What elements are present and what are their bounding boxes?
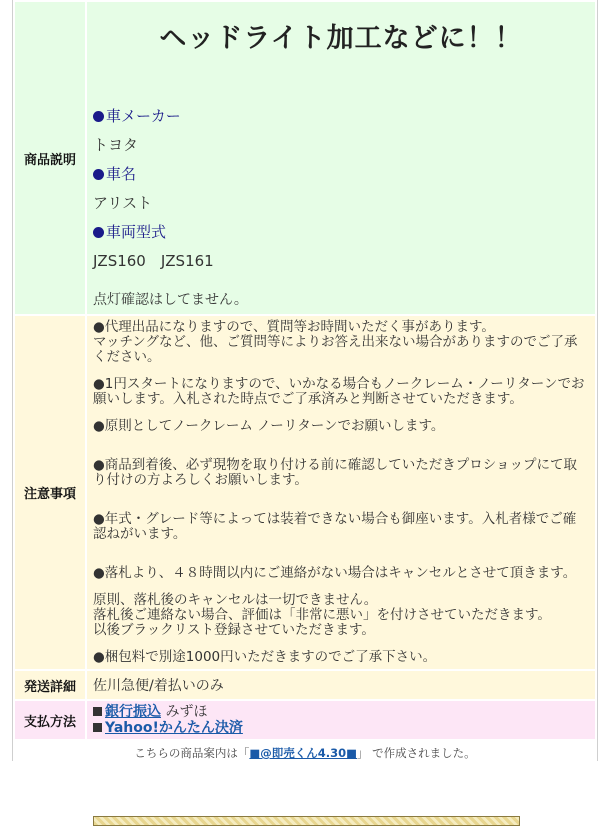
spec-heading-model: 車名 <box>93 160 589 189</box>
bullet-icon <box>93 169 104 180</box>
caution-paragraph: ●年式・グレード等によっては装着できない場合も御座います。入札者様でご確認ねがいます。 <box>93 511 577 542</box>
caution-paragraph: ●原則としてノークレーム ノーリターンでお願いします。 <box>93 418 445 434</box>
spec-heading-type: 車両型式 <box>93 218 589 247</box>
bank-transfer-link[interactable]: 銀行振込 <box>105 704 161 720</box>
caution-paragraph: ●代理出品になりますので、質問等お時間いただく事があります。 マッチングなど、他、ご質問等によりお答え出来ない場合がありますのでご了承ください。 <box>93 319 578 365</box>
spec-heading-maker: 車メーカー <box>93 102 589 131</box>
bank-name: みずほ <box>161 704 208 720</box>
caution-paragraph: ●1円スタートになりますので、いかなる場合もノークレーム・ノーリターンでお願いします。入札された時点でご了承済みと判断させていただきます。 <box>93 376 585 407</box>
square-bullet-icon <box>93 723 102 732</box>
caution-row <box>15 316 595 669</box>
shipping-row <box>15 671 595 699</box>
spec-value-model: アリスト <box>93 194 153 212</box>
payment-yahoo-line <box>93 720 589 736</box>
generator-link[interactable]: ■@即売くん4.30■ <box>249 746 357 760</box>
payment-bank-line <box>93 704 589 720</box>
spec-value-type: JZS160 JZS161 <box>93 252 214 270</box>
description-row <box>15 2 595 314</box>
bullet-icon <box>93 111 104 122</box>
shipping-value: 佐川急便/着払いのみ <box>87 671 595 699</box>
shipping-label: 発送詳細 <box>15 671 85 699</box>
spec-value-maker: トヨタ <box>93 136 139 154</box>
description-content <box>87 2 595 314</box>
caution-content <box>87 316 595 669</box>
caution-paragraph: ●梱包料で別途1000円いただきますのでご了承下さい。 <box>93 649 437 665</box>
payment-label: 支払方法 <box>15 701 85 739</box>
payment-content <box>87 701 595 739</box>
footer-credit: こちらの商品案内は「■@即売くん4.30■」 で作成されました。 <box>134 746 476 760</box>
caution-label: 注意事項 <box>15 316 85 669</box>
bullet-icon <box>93 227 104 238</box>
yahoo-payment-link[interactable]: Yahoo!かんたん決済 <box>105 720 243 736</box>
product-listing <box>12 0 598 761</box>
listing-table <box>13 0 597 741</box>
lighting-note: 点灯確認はしてません。 <box>93 292 248 308</box>
caution-paragraph: 原則、落札後のキャンセルは一切できません。 落札後ご連絡ない場合、評価は「非常に悪い」を付けさせていただきます。 以後ブラックリスト登録させていただきます。 <box>93 592 551 638</box>
payment-row <box>15 701 595 739</box>
decorative-bottom-bar <box>93 816 520 826</box>
caution-paragraph: ●落札より、４８時間以内にご連絡がない場合はキャンセルとさせて頂きます。 <box>93 565 577 581</box>
description-label: 商品説明 <box>15 2 85 314</box>
square-bullet-icon <box>93 707 102 716</box>
caution-paragraph: ●商品到着後、必ず現物を取り付ける前に確認していただきプロショップにて取り付けの方よろしくお願いします。 <box>93 457 578 488</box>
headline: ヘッドライト加工などに！！ <box>159 23 523 54</box>
